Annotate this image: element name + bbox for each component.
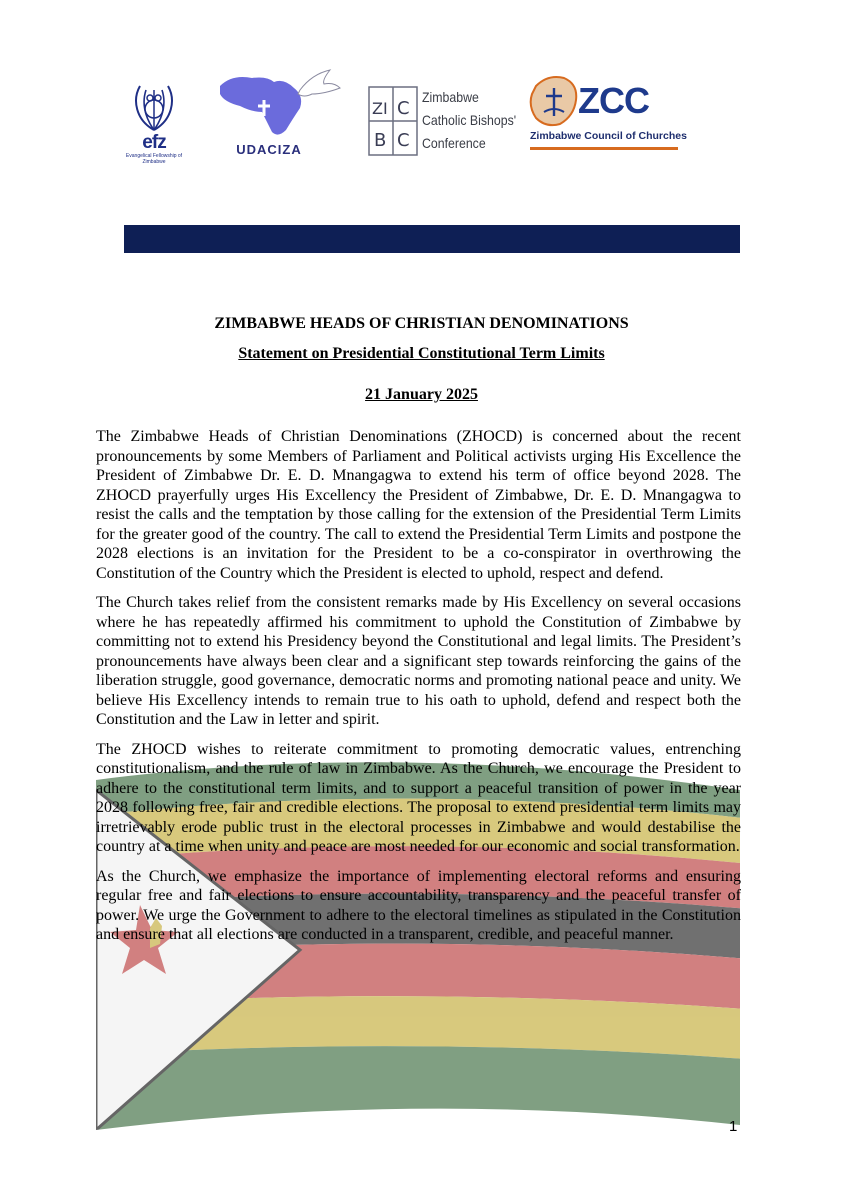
zcbc-mark-c1: C [397, 98, 410, 119]
efz-abbr: efz [142, 132, 166, 153]
paragraph: The Zimbabwe Heads of Christian Denominations (ZHOCD) is concerned about the recent pronouncements by some Members of Parliament and Political activists urging His Excellence the President of Zimbabwe Dr. E. D. Mnangagwa to extend his term of office beyond 2028. The ZHOCD prayerfully urges His Excellency the President of Zimbabwe, Dr. E. D. Mnangagwa to resist the calls and the temptation by those calling for the extension of the Presidential Term Limits for the greater good of the country. The call to extend the Presidential Term Limits and postpone the 2028 elections is an invitation for the President to be a co-conspirator in overthrowing the Constitution of the Country which the President is elected to uphold, respect and defend. [96, 428, 741, 582]
statement-date: 21 January 2025 [365, 386, 478, 403]
africa-dove-icon [212, 68, 342, 140]
zcc-logo [526, 72, 687, 152]
zcbc-line-3: Conference [422, 135, 486, 151]
udaciza-logo [212, 68, 342, 160]
zcc-map-emblem-icon [526, 72, 582, 130]
paragraph: The Church takes relief from the consistent remarks made by His Excellency on several occasions where he has repeatedly affirmed his commitment to uphold the Constitution of Zimbabwe by committing not to extend his Presidency beyond the Constitutional and legal limits. The President’s pronouncements have always been clear and a significant step towards reinforcing the gains of the liberation struggle, good governance, democratic norms and promoting national peace and unity. We believe His Excellency intends to remain true to his oath to uphold, defend and respect both the Constitution and the Law in letter and spirit. [96, 594, 741, 728]
efz-emblem-icon [126, 80, 182, 136]
efz-full-name: Evangelical Fellowship of Zimbabwe [125, 153, 183, 165]
zcbc-line-2: Catholic Bishops' [422, 112, 517, 128]
statement-body [96, 427, 741, 955]
zcbc-mark-b: B [374, 130, 387, 151]
page-number: 1 [729, 1118, 738, 1135]
zcbc-line-1: Zimbabwe [422, 89, 479, 105]
udaciza-name: UDACIZA [236, 142, 302, 157]
zcbc-logo [368, 86, 528, 158]
zcbc-name [422, 86, 519, 155]
zcc-abbr: ZCC [578, 80, 649, 121]
zcc-full-name: Zimbabwe Council of Churches [530, 130, 687, 142]
zcbc-cross-mark-icon [368, 86, 418, 156]
header-banner [124, 225, 740, 253]
zcbc-mark-c2: C [397, 130, 410, 151]
org-heading: ZIMBABWE HEADS OF CHRISTIAN DENOMINATIONS [214, 315, 629, 332]
statement-title: Statement on Presidential Constitutional Term Limits [238, 345, 605, 362]
zcbc-mark-zi: ZI [372, 99, 388, 118]
efz-logo [126, 80, 182, 176]
paragraph: The ZHOCD wishes to reiterate commitment to promoting democratic values, entrenching constitutionalism, and the rule of law in Zimbabwe. As the Church, we encourage the President to adhere to the constitutional term limits, and to support a peaceful transition of power in the year 2028 following free, fair and credible elections. The proposal to extend presidential term limits may irretrievably erode public trust in the electoral processes in Zimbabwe and would destabilise the country at a time when unity and peace are most needed for our economic and social transformation. [96, 740, 741, 855]
paragraph: As the Church, we emphasize the importance of implementing electoral reforms and ensuring regular free and fair elections to ensure accountability, transparency and the peaceful transfer of power. We urge the Government to adhere to the electoral timelines as stipulated in the Constitution and ensure that all elections are conducted in a transparent, credible, and peaceful manner. [96, 867, 741, 943]
zcc-underline [530, 147, 678, 150]
